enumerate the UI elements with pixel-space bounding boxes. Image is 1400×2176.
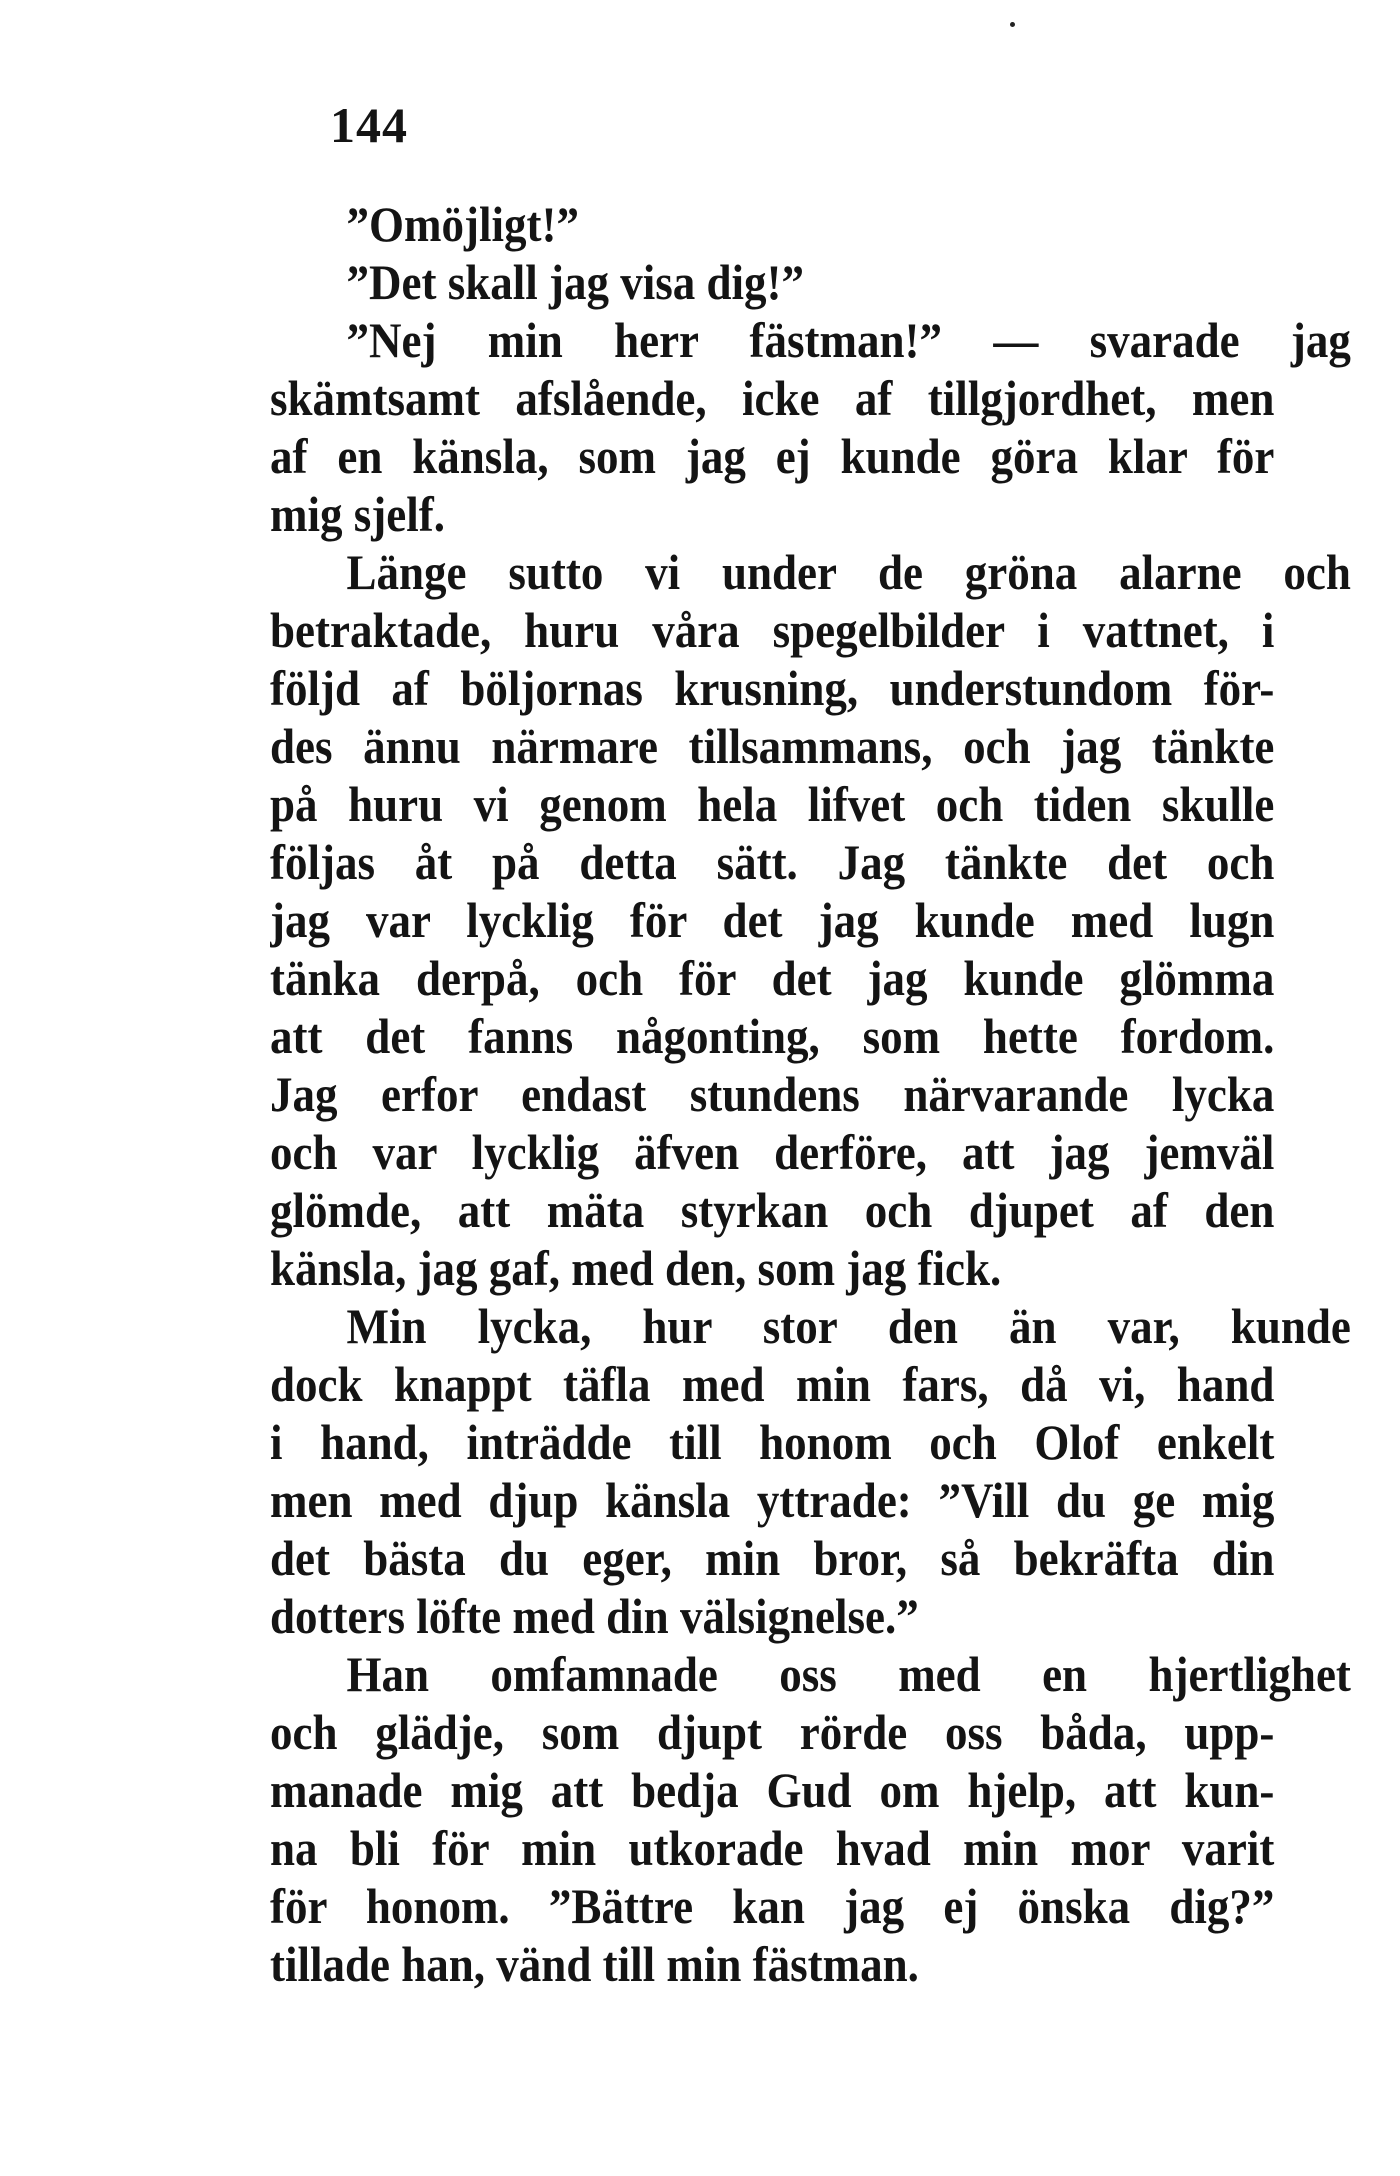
text-line: mig sjelf. — [270, 486, 445, 542]
text-line: jag var lycklig för det jag kunde med lugn — [270, 892, 1275, 948]
text-line: för honom. ”Bättre kan jag ej önska dig?” — [270, 1878, 1275, 1934]
text-line: skämtsamt afslående, icke af tillgjordhet, men — [270, 370, 1275, 426]
text-line: ”Omöjligt!” — [346, 196, 579, 252]
text-line: Jag erfor endast stundens närvarande lycka — [270, 1066, 1275, 1122]
text-line: på huru vi genom hela lifvet och tiden skulle — [270, 776, 1275, 832]
body-text — [270, 195, 1351, 1993]
text-line: tänka derpå, och för det jag kunde glömma — [270, 950, 1275, 1006]
text-line: följas åt på detta sätt. Jag tänkte det och — [270, 834, 1275, 890]
text-line: och glädje, som djupt rörde oss båda, upp- — [270, 1704, 1275, 1760]
text-line: betraktade, huru våra spegelbilder i vattnet, i — [270, 602, 1275, 658]
text-line: det bästa du eger, min bror, så bekräfta din — [270, 1530, 1275, 1586]
text-line: manade mig att bedja Gud om hjelp, att kun- — [270, 1762, 1275, 1818]
text-line: följd af böljornas krusning, understundom för- — [270, 660, 1275, 716]
text-line: Han omfamnade oss med en hjertlighet — [346, 1646, 1351, 1702]
text-line: des ännu närmare tillsammans, och jag tänkte — [270, 718, 1275, 774]
text-line: dock knappt täfla med min fars, då vi, hand — [270, 1356, 1275, 1412]
text-line: Länge sutto vi under de gröna alarne och — [346, 544, 1351, 600]
page-number: 144 — [330, 97, 408, 153]
text-line: men med djup känsla yttrade: ”Vill du ge mig — [270, 1472, 1275, 1528]
text-line: att det fanns någonting, som hette fordom. — [270, 1008, 1275, 1064]
text-line: i hand, inträdde till honom och Olof enkelt — [270, 1414, 1275, 1470]
text-line: dotters löfte med din välsignelse.” — [270, 1588, 919, 1644]
text-line: na bli för min utkorade hvad min mor varit — [270, 1820, 1275, 1876]
text-line: tillade han, vänd till min fästman. — [270, 1936, 919, 1992]
text-line: af en känsla, som jag ej kunde göra klar för — [270, 428, 1275, 484]
text-line: känsla, jag gaf, med den, som jag fick. — [270, 1240, 1002, 1296]
text-line: och var lycklig äfven derföre, att jag jemväl — [270, 1124, 1275, 1180]
ink-speck — [1010, 22, 1015, 27]
text-line: ”Nej min herr fästman!” — svarade jag — [346, 312, 1351, 368]
text-line: Min lycka, hur stor den än var, kunde — [346, 1298, 1351, 1354]
text-line: glömde, att mäta styrkan och djupet af den — [270, 1182, 1275, 1238]
text-line: ”Det skall jag visa dig!” — [346, 254, 805, 310]
